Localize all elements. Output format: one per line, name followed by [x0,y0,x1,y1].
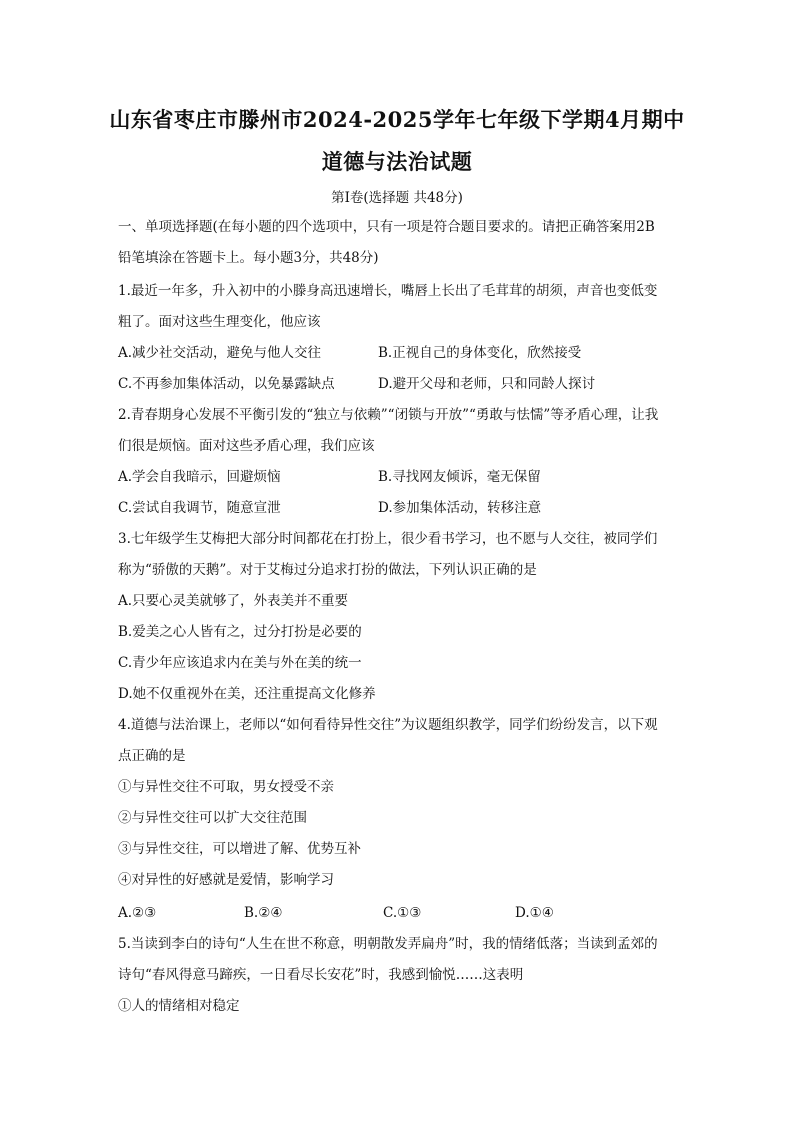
question-3-stem: 称为“骄傲的天鹅”。对于艾梅过分追求打扮的做法，下列认识正确的是 [118,562,537,578]
q2-option-c: C.尝试自我调节，随意宣泄 [118,500,281,516]
question-5-stem: 5.当读到李白的诗句“人生在世不称意，明朝散发弄扁舟”时，我的情绪低落；当读到孟郊的 [118,936,658,952]
instructions-line: 一、单项选择题(在每小题的四个选项中，只有一项是符合题目要求的。请把正确答案用2B [118,219,655,235]
question-1-stem: 1.最近一年多，升入初中的小滕身高迅速增长，嘴唇上长出了毛茸茸的胡须，声音也变低变 [118,283,658,299]
q2-option-d: D.参加集体活动，转移注意 [378,500,542,516]
q1-option-d: D.避开父母和老师，只和同龄人探讨 [378,376,596,392]
q2-option-a: A.学会自我暗示，回避烦恼 [118,469,281,485]
q1-option-c: C.不再参加集体活动，以免暴露缺点 [118,376,335,392]
q1-option-a: A.减少社交活动，避免与他人交往 [118,345,322,361]
q3-option-d: D.她不仅重视外在美，还注重提高文化修养 [118,686,376,702]
question-2-stem: 们很是烦恼。面对这些矛盾心理，我们应该 [118,438,375,454]
q4-option-d: D.①④ [515,905,554,921]
question-5-stem: 诗句“春风得意马蹄疾，一日看尽长安花”时，我感到愉悦……这表明 [118,967,524,983]
question-3-stem: 3.七年级学生艾梅把大部分时间都花在打扮上，很少看书学习，也不愿与人交往，被同学们 [118,531,658,547]
q3-option-b: B.爱美之心人皆有之，过分打扮是必要的 [118,624,362,640]
q3-option-c: C.青少年应该追求内在美与外在美的统一 [118,655,362,671]
q2-option-b: B.寻找网友倾诉，毫无保留 [378,469,541,485]
q1-option-b: B.正视自己的身体变化，欣然接受 [378,345,582,361]
q4-statement: ①与异性交往不可取，男女授受不亲 [118,779,334,795]
q4-statement: ③与异性交往，可以增进了解、优势互补 [118,841,361,857]
section-heading: 第Ⅰ卷(选择题 共48分) [331,190,463,206]
q5-statement: ①人的情绪相对稳定 [118,998,240,1014]
q3-option-a: A.只要心灵美就够了，外表美并不重要 [118,593,349,609]
question-4-stem: 点正确的是 [118,748,186,764]
exam-title-line2: 道德与法治试题 [321,149,473,174]
q4-option-b: B.②④ [244,905,283,921]
q4-option-a: A.②③ [118,905,157,921]
exam-title-line1: 山东省枣庄市滕州市2024-2025学年七年级下学期4月期中 [109,107,685,132]
q4-statement: ④对异性的好感就是爱情，影响学习 [118,872,334,888]
instructions-line: 铅笔填涂在答题卡上。每小题3分，共48分) [118,250,379,266]
q4-option-c: C.①③ [383,905,422,921]
question-2-stem: 2.青春期身心发展不平衡引发的“独立与依赖”“闭锁与开放”“勇敢与怯懦”等矛盾心理，让我 [118,407,659,423]
q4-statement: ②与异性交往可以扩大交往范围 [118,810,307,826]
question-4-stem: 4.道德与法治课上，老师以“如何看待异性交往”为议题组织教学，同学们纷纷发言，以下观 [118,717,658,733]
question-1-stem: 粗了。面对这些生理变化，他应该 [118,314,321,330]
